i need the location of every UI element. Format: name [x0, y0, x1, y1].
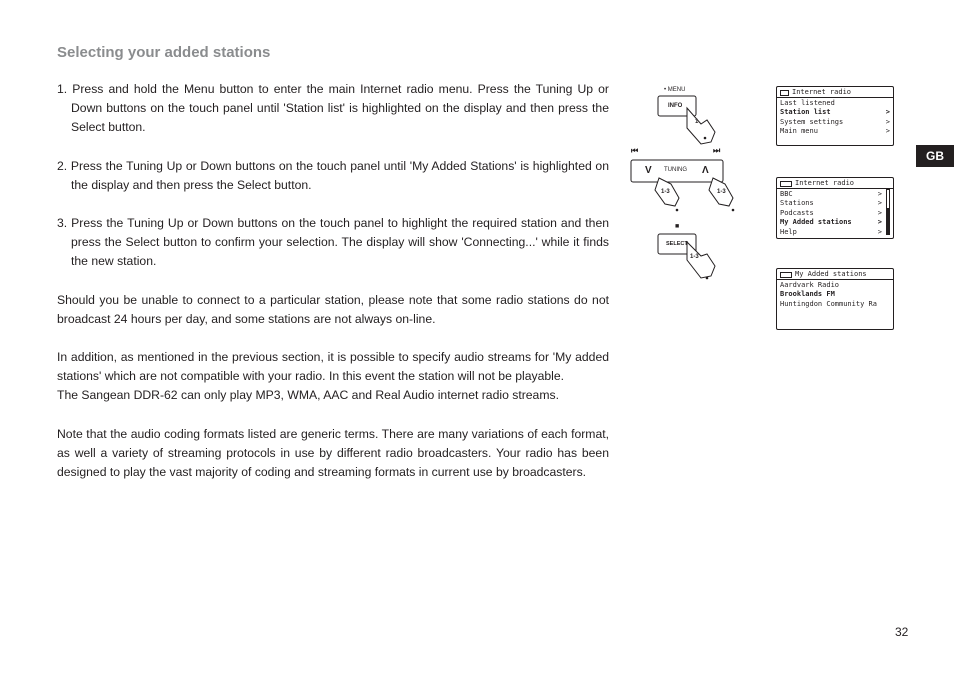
down-arrow-icon: V: [645, 165, 652, 176]
tuning-label: TUNING: [664, 167, 687, 173]
display-screen-2: [776, 177, 894, 239]
up-arrow-icon: Λ: [702, 165, 709, 176]
step-1-3-label: 1-3: [661, 189, 670, 195]
chevron-right-icon: >: [877, 227, 882, 236]
paragraph-streams: In addition, as mentioned in the previous section, it is possible to specify audio streams for 'My added stations' which are not compatible with your radio. In this event the station will not be playable.: [57, 350, 609, 384]
paragraph-formats: The Sangean DDR-62 can only play MP3, WMA, AAC and Real Audio internet radio streams.: [57, 388, 559, 403]
radio-icon: [780, 181, 792, 187]
chevron-right-icon: >: [877, 218, 882, 227]
language-tab: GB: [916, 145, 954, 167]
step-1-3-label: 1-3: [690, 254, 699, 260]
page-title: Selecting your added stations: [57, 44, 271, 61]
step-1-3-label: 1-3: [717, 189, 726, 195]
menu-item: System settings: [780, 117, 844, 126]
info-label: INFO: [668, 103, 683, 109]
prev-icon: ⏮: [631, 146, 639, 155]
screen-title: Internet radio: [795, 178, 855, 187]
scrollbar: [886, 189, 890, 235]
display-screen-1: [776, 86, 894, 146]
step-1: 1. Press and hold the Menu button to enter the main Internet radio menu. Press the Tuning Up or Down buttons on the touch panel until 'Station list' is highlighted on the display and then press the Select button.: [57, 82, 609, 135]
chevron-right-icon: >: [877, 190, 882, 198]
menu-item: BBC: [780, 190, 793, 198]
menu-item: Podcasts: [780, 208, 814, 217]
paragraph-coding: Note that the audio coding formats listed are generic terms. There are many variations of each format, as well a variety of streaming protocols in use by different radio broadcasters. Your radio has been designed to play the vast majority of coding and streaming formats in current use by broadcasters.: [57, 426, 609, 480]
station-item: Brooklands FM: [780, 290, 835, 299]
screen-title: Internet radio: [792, 87, 852, 96]
step-3: 3. Press the Tuning Up or Down buttons on the touch panel to highlight the required station and then press the Select button to confirm your selection. The display will show 'Connecting...' while it finds the new station.: [57, 216, 609, 269]
menu-item: Help: [780, 227, 797, 236]
menu-item: Station list: [780, 108, 831, 117]
station-item: Huntingdon Community Ra: [780, 299, 877, 308]
paragraph-connect: Should you be unable to connect to a particular station, please note that some radio stations do not broadcast 24 hours per day, and some stations are not always on-line.: [57, 292, 609, 326]
step-2: 2. Press the Tuning Up or Down buttons on the touch panel until 'My Added Stations' is highlighted on the display and then press the Select button.: [57, 158, 609, 192]
menu-item: Last listened: [780, 99, 835, 107]
radio-icon: [780, 272, 792, 278]
menu-label: • MENU: [664, 87, 686, 93]
chevron-right-icon: >: [885, 127, 890, 136]
select-label: SELECT: [666, 241, 688, 247]
menu-item: My Added stations: [780, 218, 852, 227]
radio-icon: [780, 90, 789, 96]
stop-icon: ■: [675, 223, 680, 230]
step-1-label: 1: [695, 119, 699, 125]
menu-item: Main menu: [780, 127, 818, 136]
chevron-right-icon: >: [885, 117, 890, 126]
station-item: Aardvark Radio: [780, 281, 840, 289]
screen-title: My Added stations: [795, 269, 867, 278]
chevron-right-icon: >: [877, 208, 882, 217]
next-icon: ⏭: [713, 146, 721, 155]
hand-icon: [687, 108, 715, 144]
menu-item: Stations: [780, 199, 814, 208]
page-number: 32: [895, 625, 909, 639]
display-screen-3: [776, 268, 894, 330]
hand-icon: [687, 242, 715, 278]
body-text: [57, 80, 609, 482]
chevron-right-icon: >: [885, 108, 890, 117]
chevron-right-icon: >: [877, 199, 882, 208]
